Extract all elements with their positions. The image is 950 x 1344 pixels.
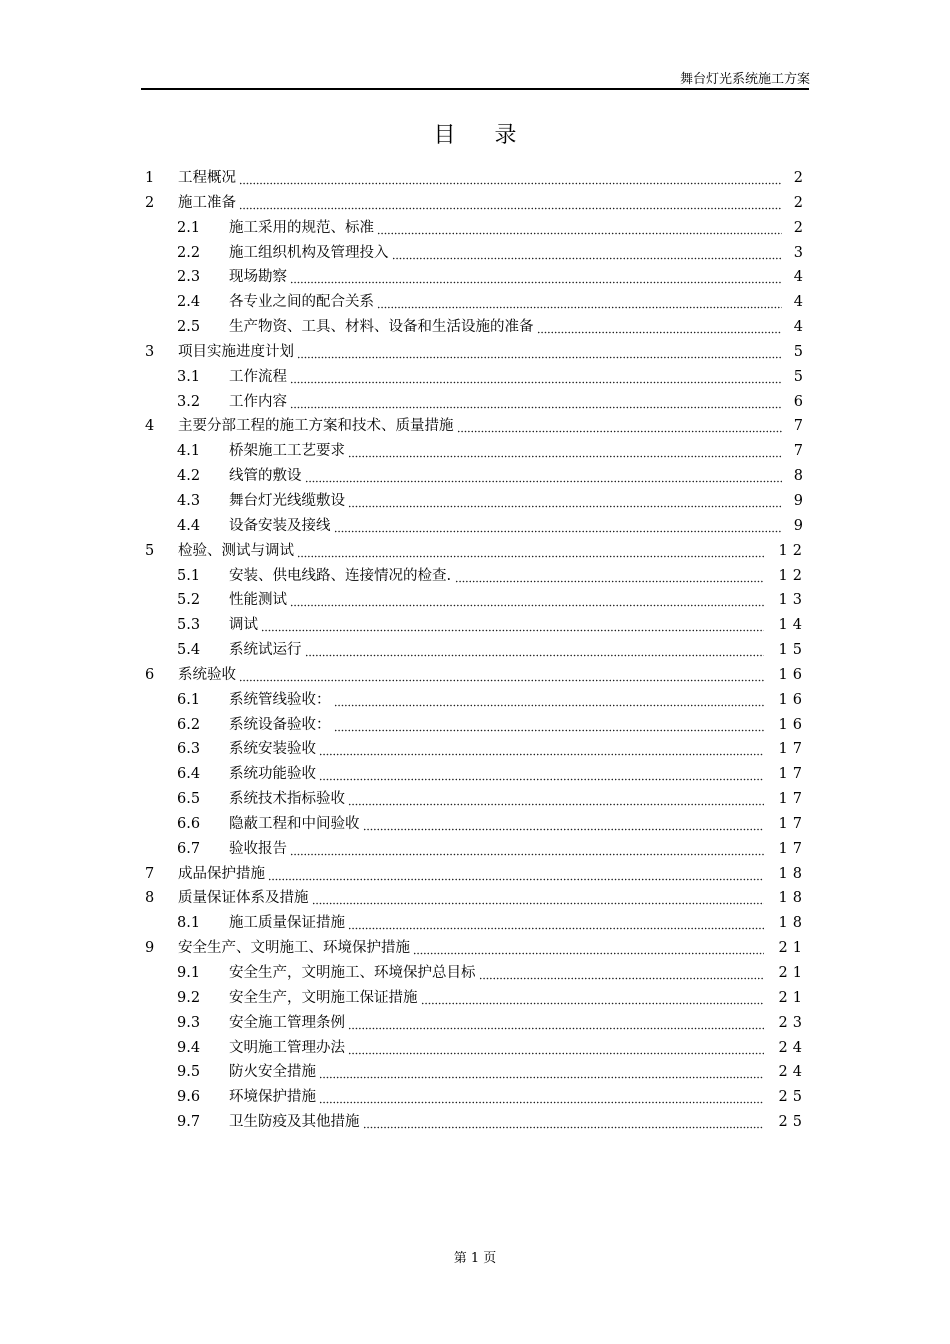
toc-entry-number: 3 <box>145 343 155 360</box>
toc-entry[interactable] <box>0 489 950 514</box>
toc-dot-leader <box>290 265 782 290</box>
toc-entry[interactable] <box>0 191 950 216</box>
toc-entry-number: 6.1 <box>177 691 201 708</box>
toc-entry-label: 性能测试 <box>229 592 287 609</box>
toc-entry-number: 2.2 <box>177 244 201 261</box>
toc-entry-label: 系统试运行 <box>229 642 302 659</box>
toc-dot-leader <box>392 241 782 266</box>
toc-entry-number: 4.1 <box>177 443 201 460</box>
toc-entry[interactable] <box>0 241 950 266</box>
toc-entry-page: 6 <box>793 393 803 410</box>
toc-entry-page: 2 <box>793 219 803 236</box>
toc-entry-label: 各专业之间的配合关系 <box>229 294 374 311</box>
toc-dot-leader <box>319 737 764 762</box>
toc-entry-page: 17 <box>778 815 807 832</box>
toc-entry-label: 现场勘察 <box>229 269 287 286</box>
toc-entry[interactable] <box>0 564 950 589</box>
toc-entry-label: 线管的敷设 <box>229 468 302 485</box>
toc-dot-leader <box>377 216 782 241</box>
toc-entry[interactable] <box>0 638 950 663</box>
toc-entry[interactable] <box>0 1085 950 1110</box>
toc-entry[interactable] <box>0 464 950 489</box>
toc-entry[interactable] <box>0 216 950 241</box>
toc-dot-leader <box>457 414 782 439</box>
toc-entry-label: 防火安全措施 <box>229 1064 316 1081</box>
toc-entry[interactable] <box>0 414 950 439</box>
toc-entry[interactable] <box>0 663 950 688</box>
toc-entry[interactable] <box>0 290 950 315</box>
toc-entry-page: 12 <box>778 542 807 559</box>
toc-entry-number: 9.2 <box>177 989 201 1006</box>
toc-entry-label: 施工组织机构及管理投入 <box>229 244 389 261</box>
page-footer: 第 1 页 <box>453 1251 497 1266</box>
toc-entry-label: 设备安装及接线 <box>229 517 331 534</box>
toc-entry-number: 6.7 <box>177 840 201 857</box>
toc-entry-label: 安全生产，文明施工、环境保护总目标 <box>229 965 476 981</box>
toc-entry-label: 工作流程 <box>229 368 287 385</box>
toc-entry-number: 2 <box>145 194 155 211</box>
toc-entry-page: 5 <box>793 368 803 385</box>
toc-dot-leader <box>261 613 764 638</box>
toc-entry-label: 质量保证体系及措施 <box>178 890 309 907</box>
toc-entry-label: 验收报告 <box>229 840 287 857</box>
toc-entry-label: 安全生产、文明施工、环境保护措施 <box>178 940 410 957</box>
toc-entry-number: 2.3 <box>177 269 201 286</box>
toc-entry-label: 系统技术指标验收 <box>229 791 345 808</box>
toc-entry-page: 17 <box>778 840 807 857</box>
toc-entry-number: 5.1 <box>177 567 201 584</box>
toc-entry-label: 隐蔽工程和中间验收 <box>229 815 360 832</box>
toc-entry-label: 系统安装验收 <box>229 741 316 758</box>
toc-entry[interactable] <box>0 1110 950 1135</box>
toc-entry-label: 工程概况 <box>178 170 236 186</box>
toc-entry-page: 15 <box>778 642 807 659</box>
toc-entry-label: 系统验收 <box>178 666 236 683</box>
toc-dot-leader <box>305 464 782 489</box>
toc-dot-leader <box>363 812 764 837</box>
toc-entry-label: 系统功能验收 <box>229 766 316 783</box>
toc-dot-leader <box>455 564 764 589</box>
toc-dot-leader <box>348 787 764 812</box>
toc-entry-label: 检验、测试与调试 <box>178 542 294 559</box>
toc-dot-leader <box>348 1011 764 1036</box>
toc-entry-label: 成品保护措施 <box>178 865 265 882</box>
toc-entry-label: 舞台灯光线缆敷设 <box>229 492 345 509</box>
toc-entry[interactable] <box>0 713 950 738</box>
toc-entry-label: 桥架施工工艺要求 <box>229 443 345 460</box>
toc-entry-label: 施工准备 <box>178 194 236 211</box>
running-header-title: 舞台灯光系统施工方案 <box>679 72 810 87</box>
toc-entry-page: 7 <box>793 418 803 435</box>
toc-entry-number: 1 <box>145 170 155 186</box>
toc-entry-number: 9.7 <box>177 1114 201 1131</box>
toc-dot-leader <box>348 489 782 514</box>
toc-dot-leader <box>290 837 764 862</box>
toc-entry-label: 施工质量保证措施 <box>229 915 345 932</box>
toc-dot-leader <box>363 1110 764 1135</box>
toc-dot-leader <box>537 315 782 340</box>
toc-entry-page: 17 <box>778 741 807 758</box>
toc-entry-number: 3.2 <box>177 393 201 410</box>
toc-dot-leader <box>334 688 764 713</box>
toc-entry-page: 18 <box>778 865 807 882</box>
toc-dot-leader <box>268 862 764 887</box>
toc-entry[interactable] <box>0 514 950 539</box>
toc-entry-label: 环境保护措施 <box>229 1089 316 1106</box>
toc-entry-page: 8 <box>793 468 803 485</box>
toc-dot-leader <box>348 1036 764 1061</box>
toc-entry-label: 系统管线验收： <box>229 691 331 708</box>
toc-entry-number: 9.6 <box>177 1089 201 1106</box>
toc-entry[interactable] <box>0 986 950 1011</box>
toc-entry-number: 3.1 <box>177 368 201 385</box>
toc-entry-page: 25 <box>778 1114 807 1131</box>
toc-entry-number: 6.3 <box>177 741 201 758</box>
toc-entry-page: 25 <box>778 1089 807 1106</box>
toc-entry-number: 6 <box>145 666 155 683</box>
toc-entry-number: 4 <box>145 418 155 435</box>
toc-entry-page: 21 <box>778 965 807 981</box>
toc-entry-number: 7 <box>145 865 155 882</box>
toc-title: 目 录 <box>433 123 533 148</box>
toc-entry-page: 2 <box>793 194 803 211</box>
toc-entry[interactable] <box>0 166 950 191</box>
toc-entry[interactable] <box>0 315 950 340</box>
toc-entry-label: 系统设备验收： <box>229 716 331 733</box>
toc-entry[interactable] <box>0 787 950 812</box>
toc-entry[interactable] <box>0 439 950 464</box>
toc-entry[interactable] <box>0 265 950 290</box>
toc-entry-number: 9 <box>145 940 155 957</box>
toc-dot-leader <box>297 539 764 564</box>
toc-dot-leader <box>334 713 764 738</box>
toc-entry[interactable] <box>0 390 950 415</box>
toc-entry-page: 21 <box>778 989 807 1006</box>
toc-dot-leader <box>319 1060 764 1085</box>
toc-entry[interactable] <box>0 613 950 638</box>
toc-entry-number: 8 <box>145 890 155 907</box>
toc-entry-page: 4 <box>793 269 803 286</box>
toc-entry-number: 5.2 <box>177 592 201 609</box>
toc-entry-label: 安全生产，文明施工保证措施 <box>229 989 418 1006</box>
toc-entry-number: 4.3 <box>177 492 201 509</box>
toc-entry-label: 施工采用的规范、标准 <box>229 219 374 236</box>
toc-entry-number: 4.2 <box>177 468 201 485</box>
toc-entry[interactable] <box>0 911 950 936</box>
toc-entry-number: 2.4 <box>177 294 201 311</box>
toc-dot-leader <box>290 390 782 415</box>
toc-entry-page: 7 <box>793 443 803 460</box>
toc-entry-number: 5.3 <box>177 617 201 634</box>
toc-entry[interactable] <box>0 340 950 365</box>
toc-entry-page: 3 <box>793 244 803 261</box>
header-rule <box>141 88 809 90</box>
toc-dot-leader <box>239 663 764 688</box>
toc-dot-leader <box>421 986 764 1011</box>
toc-dot-leader <box>377 290 782 315</box>
toc-entry-number: 6.2 <box>177 716 201 733</box>
toc-entry-page: 17 <box>778 766 807 783</box>
toc-entry-number: 5.4 <box>177 642 201 659</box>
toc-entry-number: 6.5 <box>177 791 201 808</box>
toc-entry[interactable] <box>0 961 950 986</box>
toc-entry-page: 16 <box>778 666 807 683</box>
toc-entry-page: 9 <box>793 517 803 534</box>
toc-dot-leader <box>239 191 782 216</box>
toc-entry-label: 卫生防疫及其他措施 <box>229 1114 360 1131</box>
toc-dot-leader <box>290 365 782 390</box>
toc-entry-page: 5 <box>793 343 803 360</box>
toc-entry-page: 14 <box>778 617 807 634</box>
toc-entry[interactable] <box>0 862 950 887</box>
toc-entry-page: 18 <box>778 890 807 907</box>
toc-entry-page: 24 <box>778 1039 807 1056</box>
toc-entry-page: 2 <box>793 170 803 186</box>
toc-entry-page: 9 <box>793 492 803 509</box>
toc-entry[interactable] <box>0 1011 950 1036</box>
toc-entry-page: 16 <box>778 691 807 708</box>
toc-entry[interactable] <box>0 539 950 564</box>
toc-entry[interactable] <box>0 688 950 713</box>
toc-entry-label: 安装、供电线路、连接情况的检查. <box>229 567 452 584</box>
toc-entry[interactable] <box>0 812 950 837</box>
toc-entry-number: 9.4 <box>177 1039 201 1056</box>
toc-entry-page: 21 <box>778 940 807 957</box>
toc-dot-leader <box>297 340 782 365</box>
toc-entry-number: 6.6 <box>177 815 201 832</box>
toc-dot-leader <box>479 961 764 986</box>
toc-entry[interactable] <box>0 762 950 787</box>
toc-entry-number: 2.5 <box>177 319 201 336</box>
toc-entry-page: 12 <box>778 567 807 584</box>
toc-entry-label: 调试 <box>229 617 258 634</box>
table-of-contents <box>0 166 950 1135</box>
toc-dot-leader <box>312 886 764 911</box>
toc-entry-label: 项目实施进度计划 <box>178 343 294 360</box>
toc-entry[interactable] <box>0 365 950 390</box>
toc-entry-page: 23 <box>778 1014 807 1031</box>
toc-entry-number: 5 <box>145 542 155 559</box>
toc-entry[interactable] <box>0 886 950 911</box>
toc-entry-page: 13 <box>778 592 807 609</box>
toc-entry-page: 24 <box>778 1064 807 1081</box>
toc-entry[interactable] <box>0 588 950 613</box>
toc-entry-number: 9.1 <box>177 965 201 981</box>
toc-dot-leader <box>413 936 764 961</box>
toc-entry[interactable] <box>0 737 950 762</box>
toc-dot-leader <box>305 638 764 663</box>
toc-entry[interactable] <box>0 936 950 961</box>
toc-entry-number: 8.1 <box>177 915 201 932</box>
toc-entry-number: 4.4 <box>177 517 201 534</box>
toc-entry-number: 2.1 <box>177 219 201 236</box>
toc-entry-number: 6.4 <box>177 766 201 783</box>
toc-entry-page: 17 <box>778 791 807 808</box>
toc-entry-page: 4 <box>793 319 803 336</box>
toc-entry-number: 9.3 <box>177 1014 201 1031</box>
toc-entry[interactable] <box>0 1060 950 1085</box>
toc-entry-label: 工作内容 <box>229 393 287 410</box>
toc-dot-leader <box>290 588 764 613</box>
toc-entry-label: 生产物资、工具、材料、设备和生活设施的准备 <box>229 319 534 336</box>
toc-entry-label: 文明施工管理办法 <box>229 1039 345 1056</box>
toc-entry[interactable] <box>0 1036 950 1061</box>
toc-dot-leader <box>319 1085 764 1110</box>
toc-entry-page: 4 <box>793 294 803 311</box>
toc-entry[interactable] <box>0 837 950 862</box>
toc-dot-leader <box>334 514 782 539</box>
toc-entry-number: 9.5 <box>177 1064 201 1081</box>
toc-dot-leader <box>348 439 782 464</box>
toc-entry-label: 安全施工管理条例 <box>229 1014 345 1031</box>
toc-dot-leader <box>348 911 764 936</box>
toc-entry-label: 主要分部工程的施工方案和技术、质量措施 <box>178 418 454 435</box>
toc-dot-leader <box>239 166 782 191</box>
toc-entry-page: 18 <box>778 915 807 932</box>
toc-entry-page: 16 <box>778 716 807 733</box>
toc-dot-leader <box>319 762 764 787</box>
